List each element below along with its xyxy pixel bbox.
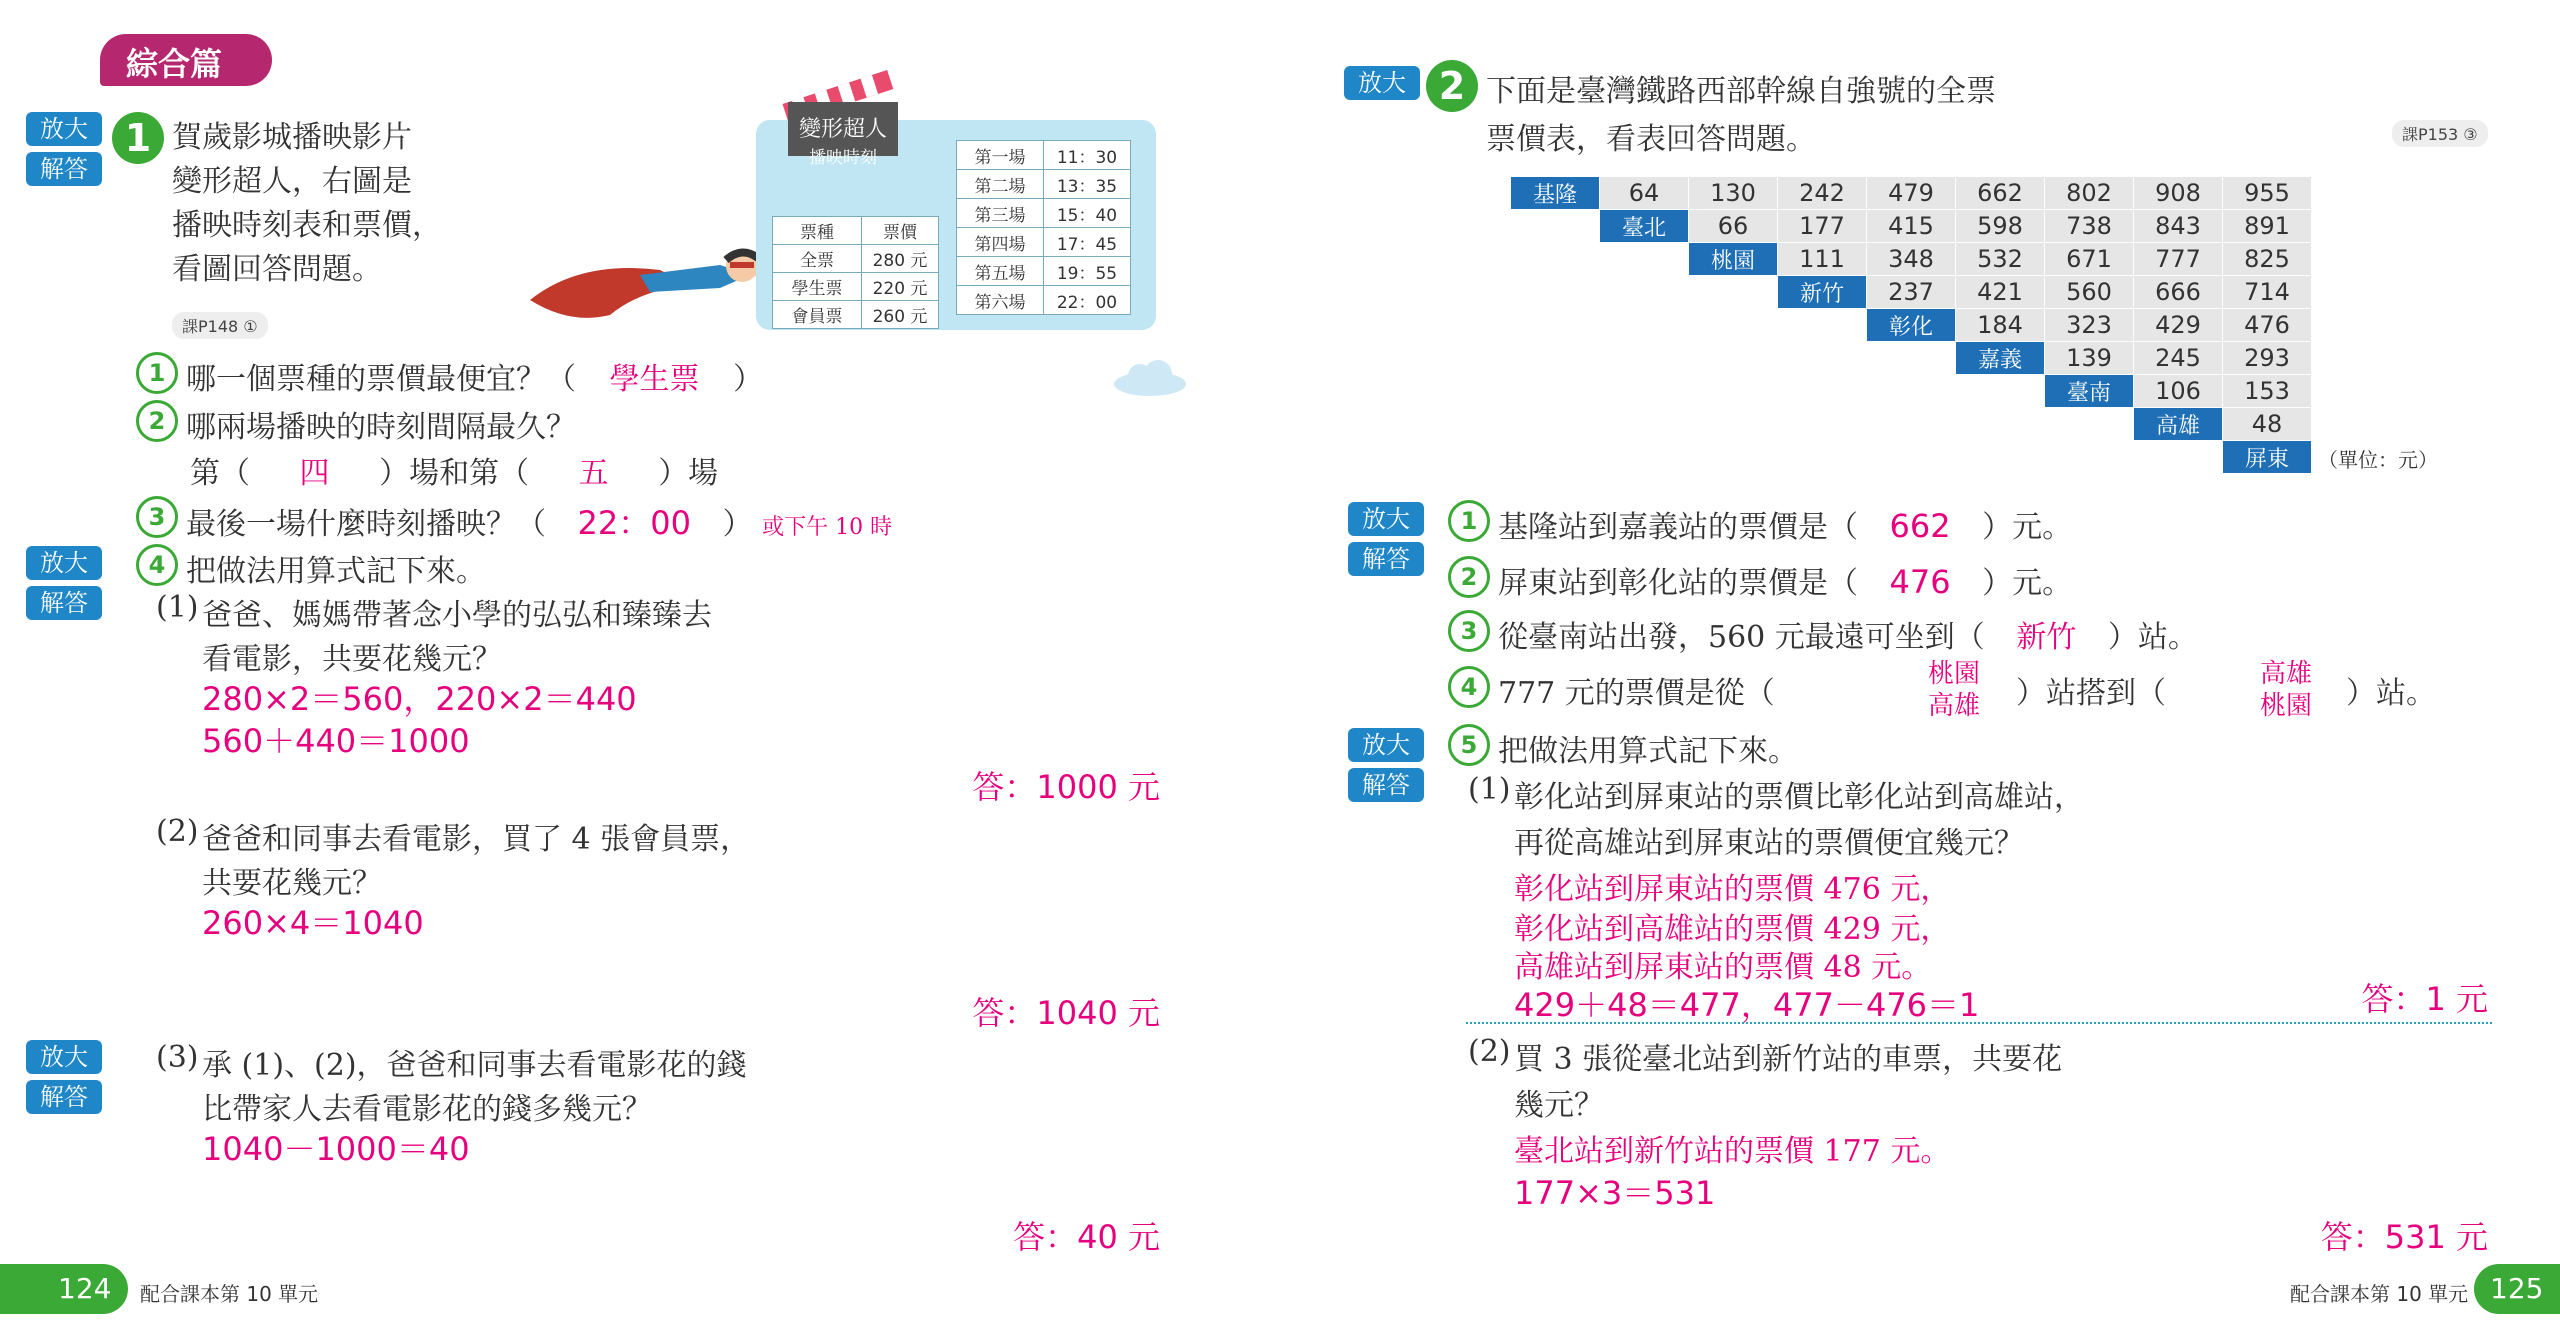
right-question-4-answer-a1: 桃園	[1928, 659, 1981, 689]
right-question-2-answer: 476	[1889, 563, 1951, 601]
cloud-decoration	[1110, 358, 1190, 398]
part-2-line-1: 爸爸和同事去看電影，買了 4 張會員票，	[202, 822, 751, 857]
question-2-part-c: ）場	[658, 456, 719, 491]
fare-cell: 560	[2045, 276, 2134, 309]
station-label: 基隆	[1511, 177, 1600, 210]
fare-cell: 908	[2134, 177, 2223, 210]
zoom-button-p1[interactable]: 放大	[26, 112, 102, 146]
fare-cell: 714	[2223, 276, 2312, 309]
zoom-button-q4[interactable]: 放大	[26, 546, 102, 580]
right-footer-text: 配合課本第 10 單元	[2290, 1282, 2469, 1306]
problem-1-line-2: 變形超人，右圖是	[172, 164, 412, 199]
fare-cell: 891	[2223, 210, 2312, 243]
fare-row	[1511, 309, 2312, 342]
fare-cell: 421	[1956, 276, 2045, 309]
price-type: 會員票	[773, 301, 862, 329]
question-1-answer: 學生票	[609, 362, 700, 397]
question-number: 4	[1448, 666, 1490, 708]
part-1-work-2: 560＋440＝1000	[202, 722, 470, 760]
showtime-value: 15：40	[1044, 199, 1131, 228]
right-part-1-line-2: 再從高雄站到屏東站的票價便宜幾元？	[1514, 826, 2024, 861]
fare-row	[1511, 441, 2312, 474]
right-part-1-work-2: 彰化站到高雄站的票價 429 元，	[1514, 912, 1951, 947]
question-3	[186, 498, 892, 544]
price-header-type: 票種	[773, 217, 862, 245]
right-question-4-answer-b2: 桃園	[2260, 691, 2313, 721]
question-4-text: 把做法用算式記下來。	[186, 554, 486, 589]
station-label: 屏東	[2223, 441, 2312, 474]
textbook-reference: 課P153 ③	[2392, 120, 2488, 147]
right-footer-bar	[2474, 1264, 2560, 1314]
fare-row	[1511, 177, 2312, 210]
part-1-label: (1)	[156, 590, 199, 625]
station-label: 嘉義	[1956, 342, 2045, 375]
answer-button-p3[interactable]: 解答	[26, 1080, 102, 1114]
right-question-4-answers-a	[1928, 658, 1980, 722]
station-label: 新竹	[1778, 276, 1867, 309]
fare-cell: 139	[2045, 342, 2134, 375]
fare-cell: 245	[2134, 342, 2223, 375]
answer-button-q-right[interactable]: 解答	[1348, 542, 1424, 576]
zoom-button-p2[interactable]: 放大	[1344, 66, 1420, 100]
fare-cell: 153	[2223, 375, 2312, 408]
right-question-3-answer: 新竹	[2016, 620, 2077, 655]
price-type: 學生票	[773, 273, 862, 301]
question-3-close: ）	[722, 507, 753, 542]
showtime-label: 第一場	[957, 141, 1044, 170]
zoom-button-p3[interactable]: 放大	[26, 1040, 102, 1074]
part-1-answer: 答：1000 元	[972, 768, 1160, 806]
question-2-answer-b: 五	[578, 456, 609, 491]
fare-cell: 777	[2134, 243, 2223, 276]
right-question-3-text: 從臺南站出發，560 元最遠可坐到（	[1498, 620, 1985, 655]
fare-cell: 111	[1778, 243, 1867, 276]
showtime-label: 第六場	[957, 286, 1044, 315]
right-part-2-line-1: 買 3 張從臺北站到新竹站的車票，共要花	[1514, 1042, 2063, 1077]
question-3-answer: 22：00	[577, 504, 691, 542]
part-1-line-1: 爸爸、媽媽帶著念小學的弘弘和臻臻去	[202, 598, 712, 633]
part-3-line-2: 比帶家人去看電影花的錢多幾元？	[202, 1092, 652, 1127]
left-footer-bar	[0, 1264, 128, 1314]
right-question-4-answers-b	[2260, 658, 2312, 722]
problem-number-1: 1	[112, 112, 164, 164]
question-number: 4	[136, 544, 178, 586]
right-question-4-answer-a2: 高雄	[1928, 691, 1981, 721]
fare-cell: 598	[1956, 210, 2045, 243]
station-label: 彰化	[1867, 309, 1956, 342]
right-part-2-work-2: 177×3＝531	[1514, 1174, 1716, 1212]
right-part-2-answer: 答：531 元	[2320, 1218, 2488, 1256]
part-3-line-1: 承 (1)、(2)，爸爸和同事去看電影花的錢	[202, 1048, 747, 1083]
right-question-3	[1498, 612, 2198, 656]
price-type: 全票	[773, 245, 862, 273]
question-number: 1	[1448, 500, 1490, 542]
right-question-1-close: ）元。	[1982, 510, 2073, 545]
part-2-line-2: 共要花幾元？	[202, 866, 382, 901]
part-3-work-1: 1040－1000＝40	[202, 1130, 470, 1168]
problem-1-line-4: 看圖回答問題。	[172, 252, 382, 287]
right-page-number: 125	[2490, 1272, 2544, 1305]
zoom-button-q5[interactable]: 放大	[1348, 728, 1424, 762]
problem-1-line-3: 播映時刻表和票價，	[172, 208, 442, 243]
fare-row	[1511, 375, 2312, 408]
price-header-price: 票價	[862, 217, 939, 245]
fare-cell: 48	[2223, 408, 2312, 441]
showtime-value: 19：55	[1044, 257, 1131, 286]
right-part-1-work-3: 高雄站到屏東站的票價 48 元。	[1514, 950, 1932, 985]
fare-cell: 429	[2134, 309, 2223, 342]
left-footer-text: 配合課本第 10 單元	[140, 1282, 319, 1306]
price-value: 220 元	[862, 273, 939, 301]
station-label: 臺北	[1600, 210, 1689, 243]
price-value: 260 元	[862, 301, 939, 329]
question-3-note: 或下午 10 時	[762, 515, 893, 540]
right-part-2-line-2: 幾元？	[1514, 1088, 1604, 1123]
question-number: 3	[136, 496, 178, 538]
question-2-answer-a: 四	[299, 456, 330, 491]
showtime-label: 第四場	[957, 228, 1044, 257]
section-title: 綜合篇	[126, 45, 223, 83]
right-question-1	[1498, 502, 2072, 546]
right-part-1-work-1: 彰化站到屏東站的票價 476 元，	[1514, 872, 1951, 907]
showtime-value: 13：35	[1044, 170, 1131, 199]
section-title-tab	[100, 34, 272, 86]
problem-1-text	[172, 116, 442, 292]
part-2-work-1: 260×4＝1040	[202, 904, 424, 942]
problem-1-line-1: 賀歲影城播映影片	[172, 120, 412, 155]
fare-cell: 323	[2045, 309, 2134, 342]
right-part-1-line-1: 彰化站到屏東站的票價比彰化站到高雄站，	[1514, 780, 2084, 815]
superhero-illustration	[520, 230, 790, 330]
showtime-label: 第二場	[957, 170, 1044, 199]
right-question-1-text: 基隆站到嘉義站的票價是（	[1498, 510, 1858, 545]
fare-cell: 671	[2045, 243, 2134, 276]
answer-button-q4[interactable]: 解答	[26, 586, 102, 620]
question-number: 1	[136, 352, 178, 394]
showtime-table	[956, 140, 1131, 315]
question-3-text: 最後一場什麼時刻播映？（	[186, 507, 546, 542]
question-number: 3	[1448, 610, 1490, 652]
fare-cell: 66	[1689, 210, 1778, 243]
showtime-label: 第五場	[957, 257, 1044, 286]
fare-cell: 738	[2045, 210, 2134, 243]
fare-row	[1511, 243, 2312, 276]
right-question-4-part-a: 777 元的票價是從（	[1498, 676, 1775, 711]
fare-cell: 177	[1778, 210, 1867, 243]
price-value: 280 元	[862, 245, 939, 273]
right-question-2	[1498, 558, 2072, 602]
fare-cell: 106	[2134, 375, 2223, 408]
right-part-1-label: (1)	[1468, 772, 1511, 807]
right-question-2-close: ）元。	[1982, 566, 2073, 601]
part-2-label: (2)	[156, 814, 199, 849]
fare-row	[1511, 408, 2312, 441]
fare-cell: 802	[2045, 177, 2134, 210]
fare-row	[1511, 210, 2312, 243]
part-3-label: (3)	[156, 1040, 199, 1075]
station-label: 桃園	[1689, 243, 1778, 276]
right-question-4-part-c: ）站。	[2346, 676, 2436, 711]
showtime-label: 第三場	[957, 199, 1044, 228]
question-1-text: 哪一個票種的票價最便宜？（	[186, 362, 576, 397]
right-part-1-answer: 答：1 元	[2361, 980, 2488, 1018]
station-label: 臺南	[2045, 375, 2134, 408]
right-question-1-answer: 662	[1889, 507, 1951, 545]
right-question-5-text: 把做法用算式記下來。	[1498, 734, 1798, 769]
fare-cell: 955	[2223, 177, 2312, 210]
fare-cell: 130	[1689, 177, 1778, 210]
fare-cell: 415	[1867, 210, 1956, 243]
fare-cell: 662	[1956, 177, 2045, 210]
answer-button-q5[interactable]: 解答	[1348, 768, 1424, 802]
poster-subtitle: 播映時刻	[809, 148, 877, 168]
dotted-divider	[1466, 1022, 2492, 1024]
fare-cell: 293	[2223, 342, 2312, 375]
question-1-close: ）	[733, 362, 764, 397]
question-2-answer-line	[190, 448, 718, 492]
part-1-line-2: 看電影，共要花幾元？	[202, 642, 502, 677]
showtime-value: 11：30	[1044, 141, 1131, 170]
question-number: 5	[1448, 724, 1490, 766]
price-table	[772, 216, 939, 329]
part-2-answer: 答：1040 元	[972, 994, 1160, 1032]
fare-cell: 64	[1600, 177, 1689, 210]
question-1	[186, 354, 763, 398]
textbook-reference: 課P148 ①	[172, 312, 268, 339]
right-part-2-label: (2)	[1468, 1034, 1511, 1069]
zoom-button-q-right[interactable]: 放大	[1348, 502, 1424, 536]
right-question-3-close: ）站。	[2107, 620, 2198, 655]
question-2-text: 哪兩場播映的時刻間隔最久？	[186, 410, 576, 445]
fare-cell: 242	[1778, 177, 1867, 210]
part-1-work-1: 280×2＝560，220×2＝440	[202, 680, 637, 718]
fare-cell: 479	[1867, 177, 1956, 210]
fare-cell: 825	[2223, 243, 2312, 276]
question-number: 2	[136, 400, 178, 442]
question-2-part-b: ）場和第（	[379, 456, 530, 491]
question-2-part-a: 第（	[190, 456, 250, 491]
answer-button-p1[interactable]: 解答	[26, 152, 102, 186]
table-unit: （單位：元）	[2318, 448, 2438, 472]
fare-cell: 843	[2134, 210, 2223, 243]
left-page-number: 124	[58, 1272, 112, 1305]
fare-cell: 476	[2223, 309, 2312, 342]
station-label: 高雄	[2134, 408, 2223, 441]
fare-cell: 532	[1956, 243, 2045, 276]
right-question-4-answer-b1: 高雄	[2260, 659, 2313, 689]
problem-2-line-2: 票價表，看表回答問題。	[1486, 122, 1816, 157]
fare-cell: 666	[2134, 276, 2223, 309]
showtime-value: 17：45	[1044, 228, 1131, 257]
right-part-1-work-4: 429＋48＝477，477－476＝1	[1514, 986, 1980, 1024]
problem-number-2: 2	[1426, 60, 1478, 112]
question-number: 2	[1448, 556, 1490, 598]
fare-table	[1510, 176, 2312, 474]
poster-title: 變形超人	[798, 117, 887, 142]
fare-row	[1511, 342, 2312, 375]
showtime-value: 22：00	[1044, 286, 1131, 315]
fare-cell: 184	[1956, 309, 2045, 342]
fare-row	[1511, 276, 2312, 309]
right-question-4-part-b: ）站搭到（	[2016, 676, 2166, 711]
right-part-2-work-1: 臺北站到新竹站的票價 177 元。	[1514, 1134, 1951, 1169]
problem-2-line-1: 下面是臺灣鐵路西部幹線自強號的全票	[1486, 74, 1996, 109]
fare-cell: 237	[1867, 276, 1956, 309]
movie-poster	[756, 117, 1156, 330]
right-question-2-text: 屏東站到彰化站的票價是（	[1498, 566, 1858, 601]
part-3-answer: 答：40 元	[1013, 1218, 1160, 1256]
fare-cell: 348	[1867, 243, 1956, 276]
